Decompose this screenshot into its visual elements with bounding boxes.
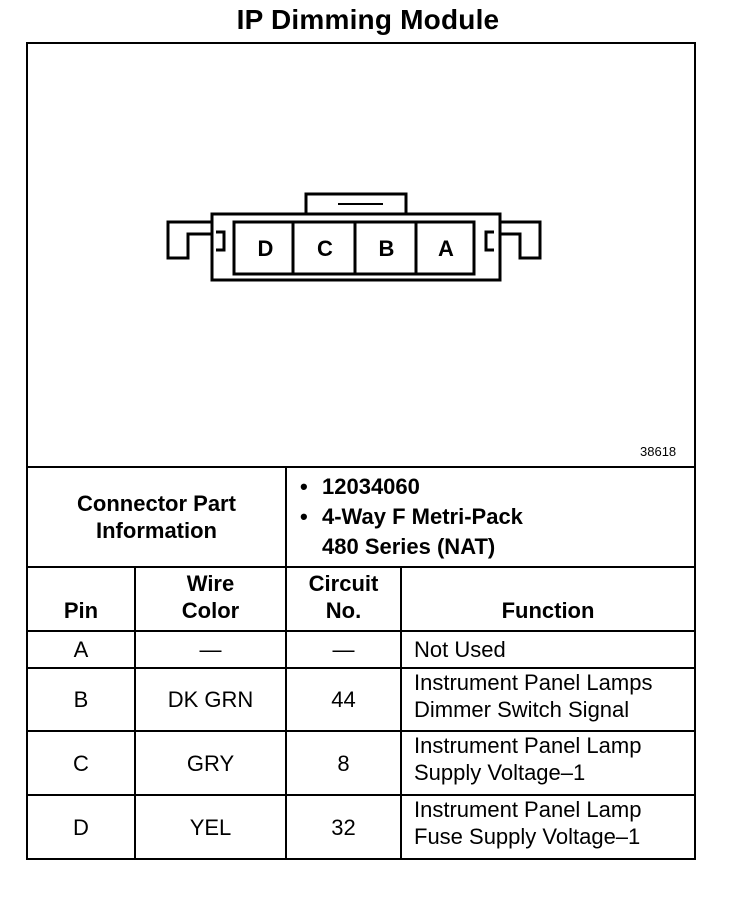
- cavity-label: A: [438, 235, 454, 261]
- row-d-circuit: 32: [331, 814, 356, 840]
- row-a-pin: A: [73, 637, 89, 662]
- row-d-function: [402, 796, 694, 858]
- row-b-circuit: 44: [331, 687, 356, 712]
- row-c-function: [402, 732, 694, 794]
- part-info-details: • 12034060 • 4-Way F Metri-Pack 480 Series (NAT): [300, 472, 523, 562]
- row-d-pin: D: [73, 814, 89, 840]
- row-d-wire-color: YEL: [189, 814, 232, 840]
- row-b-function: [402, 669, 694, 730]
- part-number: 12034060: [322, 474, 420, 499]
- function-line: Fuse Supply Voltage–1: [414, 824, 641, 849]
- function-line: Dimmer Switch Signal: [414, 697, 630, 722]
- header-circuit: Circuit No.: [308, 571, 379, 623]
- cavity-label: D: [257, 235, 274, 261]
- figure-code: 38618: [640, 444, 677, 459]
- part-info-label: Connector Part Information: [77, 491, 236, 543]
- connector-frame: [26, 42, 696, 860]
- part-description: 4-Way F Metri-Pack: [322, 504, 523, 529]
- row-a-circuit: —: [332, 637, 355, 662]
- function-line: Instrument Panel Lamps: [414, 670, 653, 695]
- page-title: IP Dimming Module: [236, 4, 500, 35]
- header-wire-color: Wire Color: [181, 571, 240, 623]
- row-c-wire-color: GRY: [186, 750, 235, 776]
- row-c-circuit: 8: [337, 750, 350, 776]
- header-function: Function: [501, 598, 595, 623]
- connector-diagram: [28, 44, 694, 466]
- function-line: Instrument Panel Lamp: [414, 733, 642, 758]
- row-a-wire-color: —: [199, 637, 222, 662]
- function-line: Instrument Panel Lamp: [414, 797, 642, 822]
- cavity-label: C: [317, 235, 333, 261]
- row-c-pin: C: [73, 750, 89, 776]
- part-series: 480 Series (NAT): [322, 534, 496, 559]
- header-pin: Pin: [63, 598, 99, 623]
- cavity-label: B: [378, 235, 395, 261]
- right-ear: [500, 222, 540, 258]
- left-ear: [168, 222, 212, 258]
- row-a-function: Not Used: [414, 637, 506, 662]
- function-line: Supply Voltage–1: [414, 760, 586, 785]
- row-b-pin: B: [73, 687, 89, 712]
- row-b-wire-color: DK GRN: [167, 687, 254, 712]
